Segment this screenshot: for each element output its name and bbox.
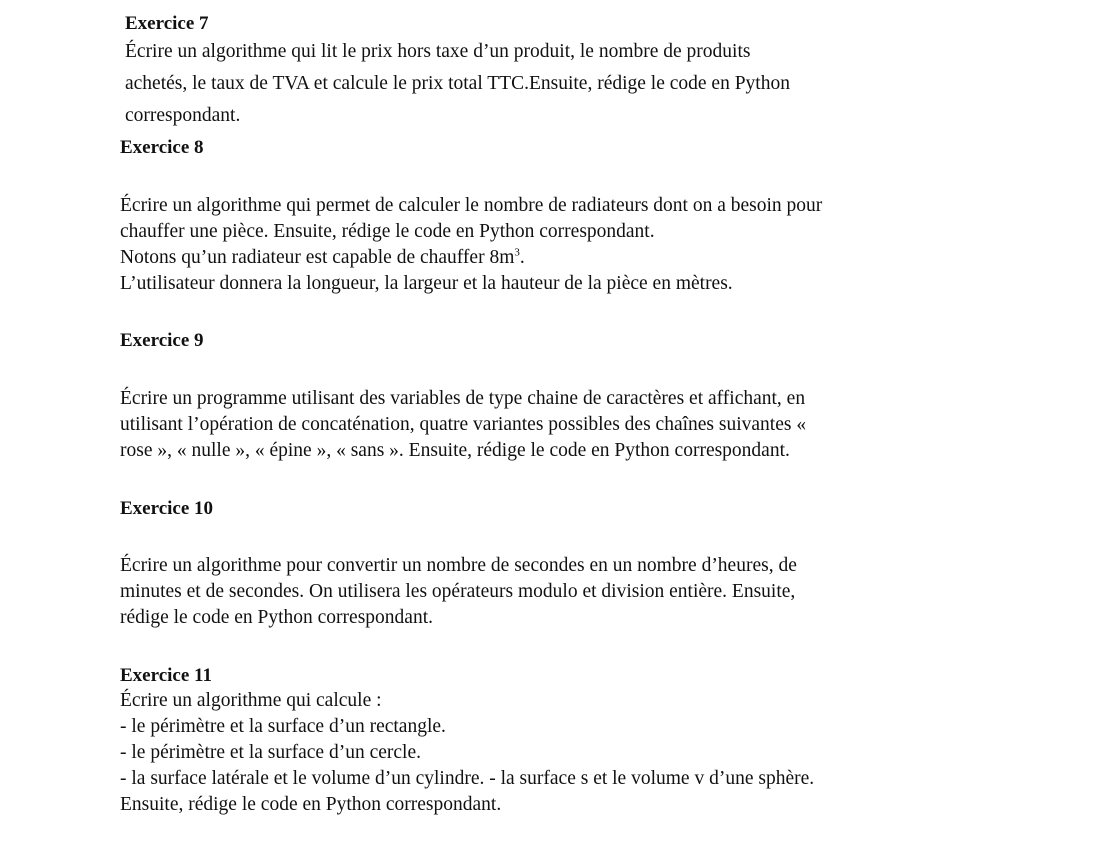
exercise-7-line-3: correspondant. [125, 105, 241, 126]
exercise-7-title: Exercice 7 [125, 13, 209, 34]
exercise-9-line-1: Écrire un programme utilisant des variables de type chaine de caractères et affichant, en [120, 388, 806, 409]
exercise-7 [125, 12, 790, 132]
exercise-9-line-3: rose », « nulle », « épine », « sans ». Ensuite, rédige le code en Python correspondant. [120, 440, 790, 461]
exercise-7-line-2: achetés, le taux de TVA et calcule le prix total TTC.Ensuite, rédige le code en Python [125, 73, 790, 94]
cube-exponent: 3 [514, 246, 520, 259]
exercise-8-line-3-text: Notons qu’un radiateur est capable de chauffer 8m [120, 247, 515, 268]
exercise-9 [120, 329, 204, 353]
exercise-8-line-4: L’utilisateur donnera la longueur, la largeur et la hauteur de la pièce en mètres. [120, 273, 733, 294]
exercise-10-line-1: Écrire un algorithme pour convertir un nombre de secondes en un nombre d’heures, de [120, 555, 797, 576]
exercise-11-line-2: - le périmètre et la surface d’un rectangle. [120, 716, 446, 737]
exercise-10-title: Exercice 10 [120, 498, 214, 519]
exercise-11-line-1: Écrire un algorithme qui calcule : [120, 690, 382, 711]
exercise-11 [120, 664, 814, 818]
exercise-9-title: Exercice 9 [120, 330, 204, 351]
exercise-11-line-3: - le périmètre et la surface d’un cercle. [120, 742, 421, 763]
exercise-10-line-2: minutes et de secondes. On utilisera les opérateurs modulo et division entière. Ensuite, [120, 581, 796, 602]
exercise-7-line-1: Écrire un algorithme qui lit le prix hors taxe d’un produit, le nombre de produits [125, 41, 751, 62]
exercise-10-body [120, 553, 797, 631]
exercise-10-line-3: rédige le code en Python correspondant. [120, 607, 433, 628]
exercise-8-line-3-end: . [519, 247, 525, 268]
exercise-8-line-2: chauffer une pièce. Ensuite, rédige le code en Python correspondant. [120, 221, 655, 242]
exercise-9-line-2: utilisant l’opération de concaténation, quatre variantes possibles des chaînes suivantes « [120, 414, 807, 435]
exercise-9-body [120, 386, 806, 464]
exercise-8-line-1: Écrire un algorithme qui permet de calculer le nombre de radiateurs dont on a besoin pour [120, 195, 823, 216]
exercise-11-line-5: Ensuite, rédige le code en Python correspondant. [120, 794, 502, 815]
exercise-10 [120, 497, 213, 521]
exercise-8 [120, 136, 204, 160]
exercise-8-line-3 [120, 245, 822, 271]
exercise-11-line-4: - la surface latérale et le volume d’un cylindre. - la surface s et le volume v d’une sphère. [120, 768, 815, 789]
exercise-11-title: Exercice 11 [120, 665, 212, 686]
exercise-8-body [120, 193, 822, 297]
exercise-8-title: Exercice 8 [120, 137, 204, 158]
